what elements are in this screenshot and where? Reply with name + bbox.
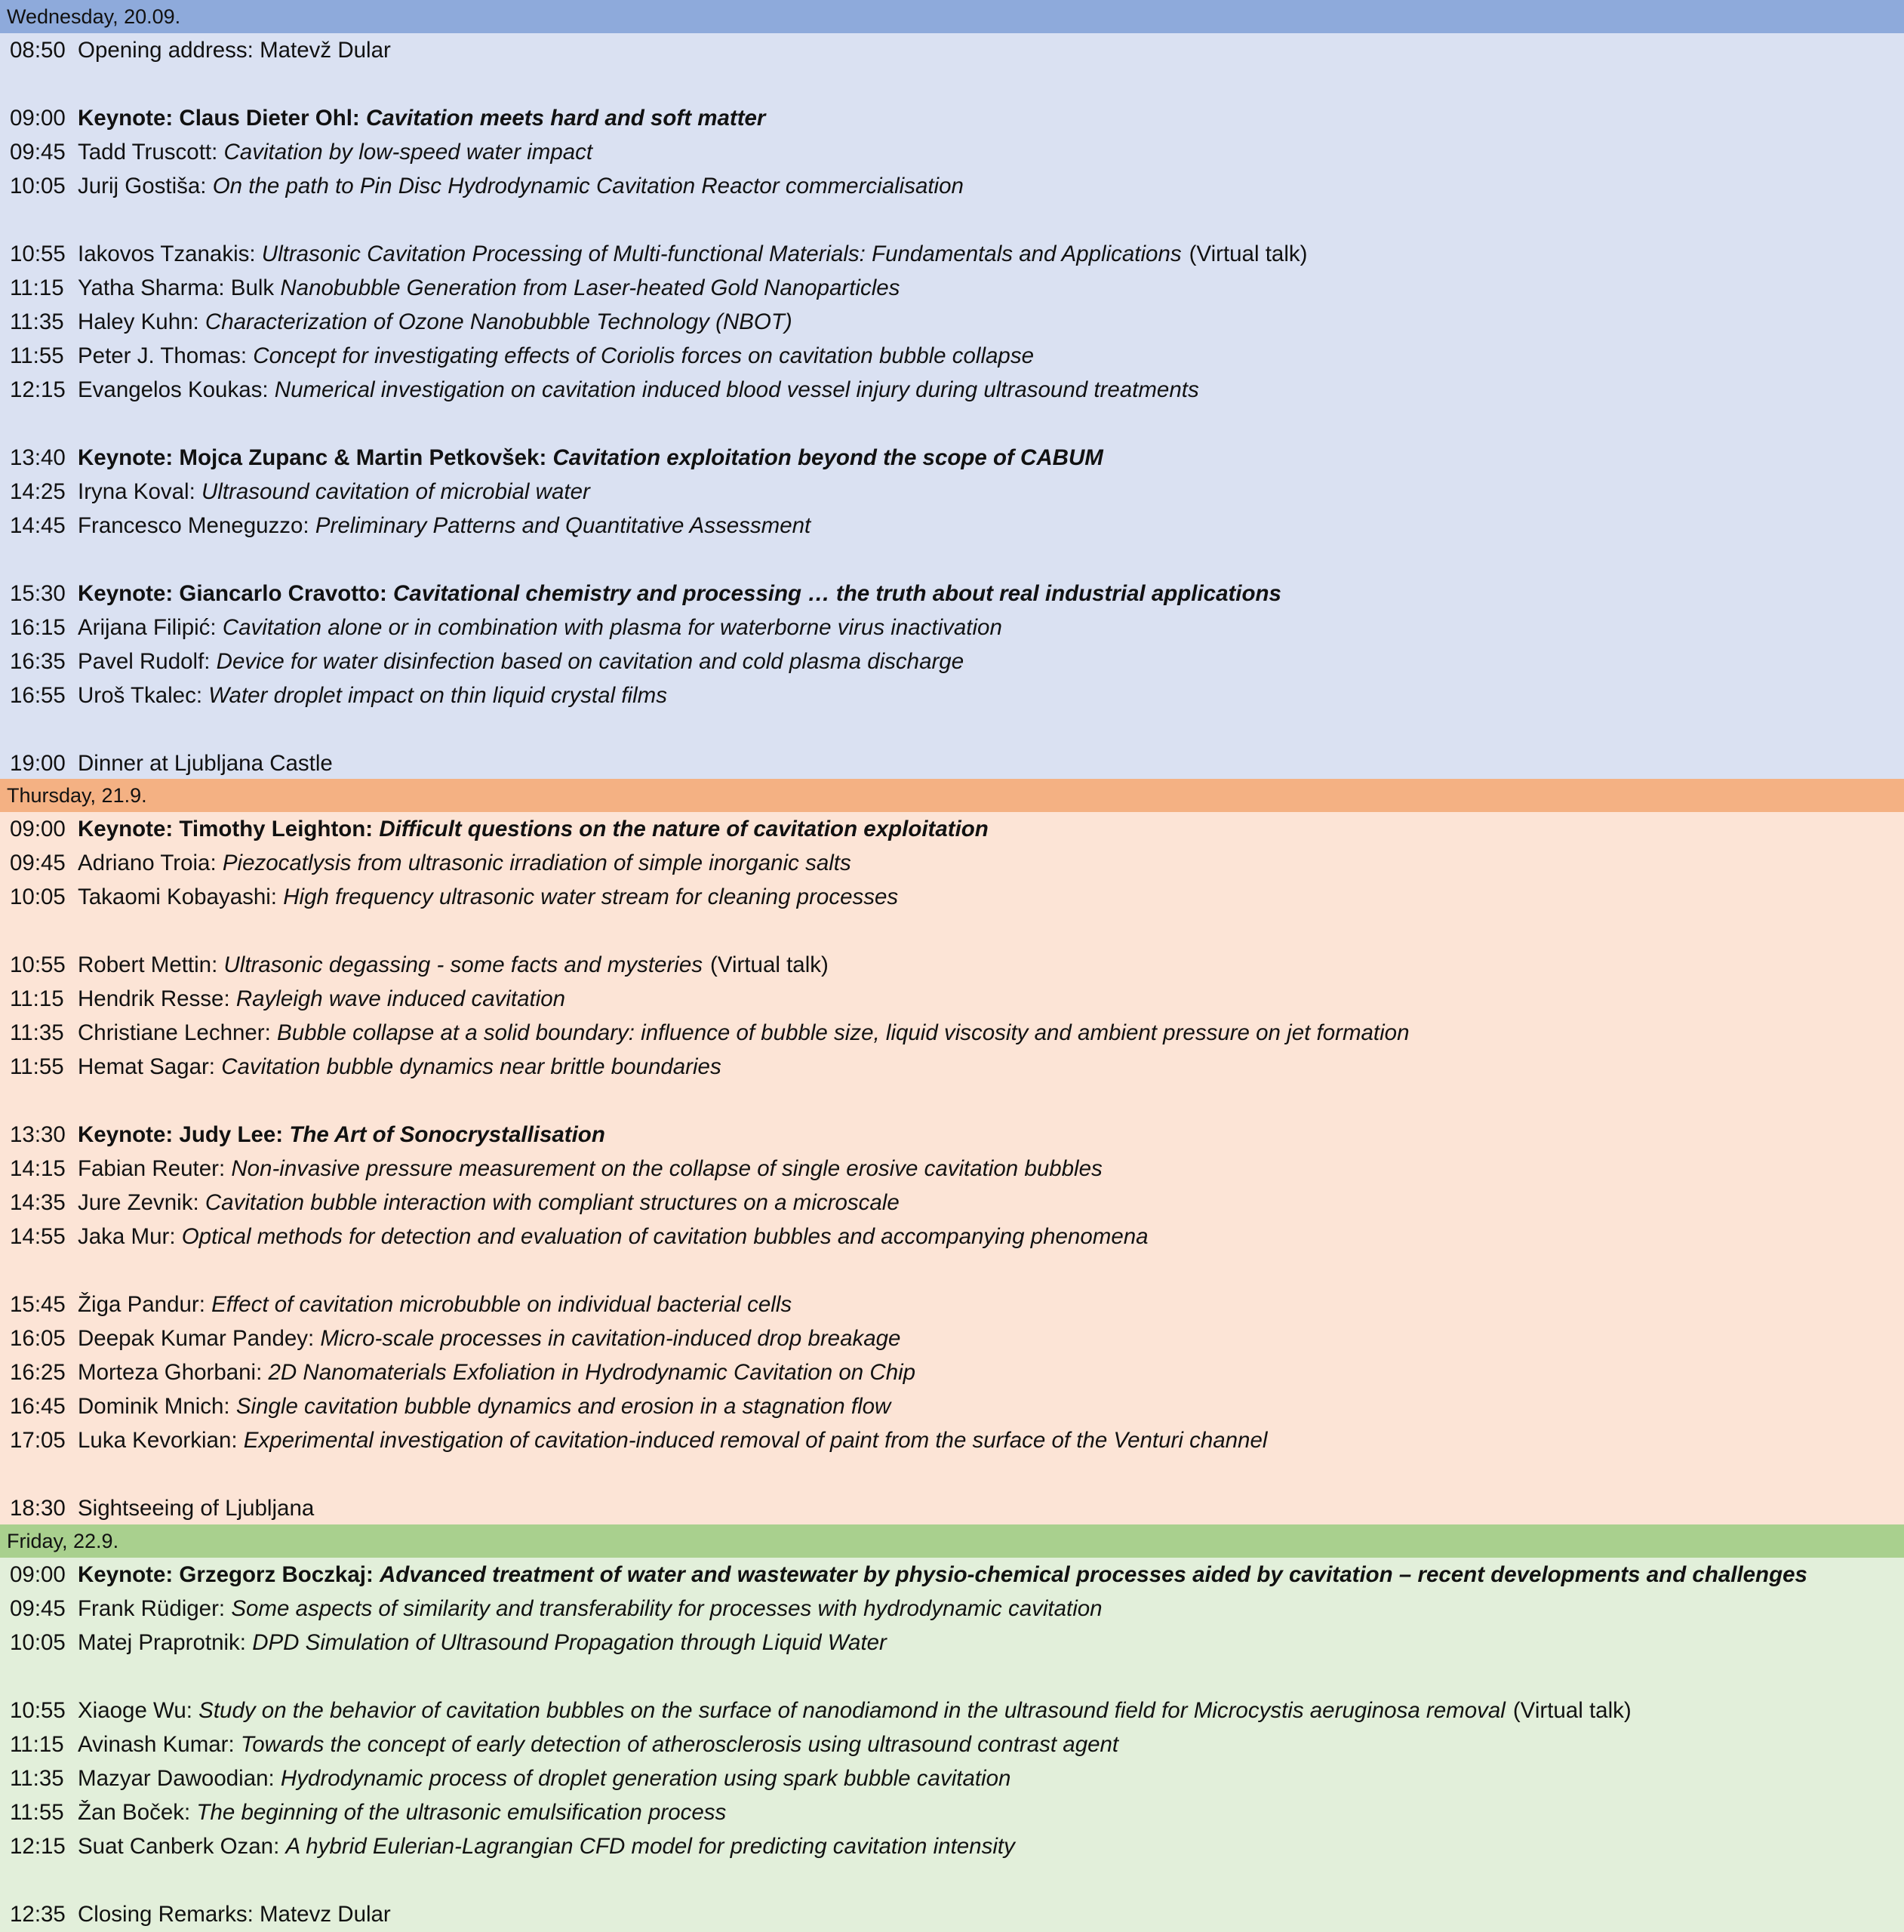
session-speaker: Jaka Mur: (78, 1224, 176, 1249)
session-row (0, 1694, 1904, 1727)
session-title: The beginning of the ultrasonic emulsification process (196, 1800, 727, 1825)
keynote-row (0, 1118, 1904, 1152)
session-row (0, 1220, 1904, 1254)
session-row (0, 475, 1904, 509)
spacer-row (0, 712, 1904, 746)
session-title: Cavitation alone or in combination with plasma for waterborne virus inactivation (222, 615, 1002, 640)
session-title: Ultrasonic Cavitation Processing of Multi-functional Materials: Fundamentals and Applications (261, 242, 1182, 266)
session-title: Characterization of Ozone Nanobubble Technology (NBOT) (205, 309, 792, 334)
session-note: (Virtual talk) (1189, 242, 1308, 266)
session-row (0, 1152, 1904, 1186)
session-title: Preliminary Patterns and Quantitative Assessment (315, 513, 811, 538)
session-speaker: Xiaoge Wu: (78, 1698, 192, 1723)
session-speaker: Keynote: Judy Lee: (78, 1122, 284, 1147)
session-time: 16:05 (10, 1326, 66, 1351)
session-title: Towards the concept of early detection of atherosclerosis using ultrasound contrast agent (240, 1732, 1119, 1757)
spacer-row (0, 203, 1904, 237)
session-row (0, 948, 1904, 982)
spacer-row (0, 407, 1904, 441)
session-speaker: Matej Praprotnik: (78, 1630, 246, 1655)
session-time: 16:55 (10, 683, 66, 708)
session-title: 2D Nanomaterials Exfoliation in Hydrodynamic Cavitation on Chip (268, 1360, 916, 1385)
session-speaker: Iakovos Tzanakis: (78, 242, 256, 266)
session-title: Cavitation bubble interaction with compliant structures on a microscale (205, 1190, 900, 1215)
session-title: Numerical investigation on cavitation induced blood vessel injury during ultrasound treatments (274, 377, 1199, 402)
session-speaker: Christiane Lechner: (78, 1020, 271, 1045)
session-title: A hybrid Eulerian-Lagrangian CFD model for predicting cavitation intensity (285, 1834, 1015, 1859)
day-block (0, 1524, 1904, 1932)
session-time: 14:55 (10, 1224, 66, 1249)
session-speaker: Hendrik Resse: (78, 986, 230, 1011)
session-time: 16:45 (10, 1394, 66, 1419)
session-title: Micro-scale processes in cavitation-induced drop breakage (320, 1326, 901, 1351)
session-time: 10:55 (10, 1698, 66, 1723)
session-title: Some aspects of similarity and transferability for processes with hydrodynamic cavitation (231, 1596, 1103, 1621)
session-time: 11:15 (10, 1732, 64, 1757)
day-header: Thursday, 21.9. (0, 779, 1904, 812)
session-row (0, 33, 1904, 67)
session-title: Device for water disinfection based on cavitation and cold plasma discharge (216, 649, 964, 674)
session-speaker: Closing Remarks: Matevz Dular (78, 1902, 391, 1927)
session-row (0, 237, 1904, 271)
session-row (0, 1761, 1904, 1795)
session-speaker: Fabian Reuter: (78, 1156, 226, 1181)
session-time: 12:15 (10, 1834, 66, 1859)
session-time: 11:15 (10, 275, 64, 300)
session-row (0, 1423, 1904, 1457)
session-title: On the path to Pin Disc Hydrodynamic Cavitation Reactor commercialisation (212, 174, 964, 198)
session-row (0, 1321, 1904, 1355)
session-row (0, 135, 1904, 169)
spacer-row (0, 543, 1904, 577)
session-list (0, 812, 1904, 1525)
session-title: Study on the behavior of cavitation bubbles on the surface of nanodiamond in the ultrasound field for Microcystis aeruginosa removal (198, 1698, 1506, 1723)
session-time: 16:15 (10, 615, 66, 640)
session-time: 19:00 (10, 751, 66, 776)
session-row (0, 1355, 1904, 1389)
session-row (0, 1592, 1904, 1626)
session-time: 11:55 (10, 343, 64, 368)
session-time: 13:40 (10, 445, 66, 470)
session-speaker: Iryna Koval: (78, 479, 195, 504)
session-speaker: Tadd Truscott: (78, 140, 218, 165)
session-note: (Virtual talk) (1512, 1698, 1632, 1723)
session-speaker: Morteza Ghorbani: (78, 1360, 263, 1385)
session-speaker: Avinash Kumar: (78, 1732, 235, 1757)
session-row (0, 1186, 1904, 1220)
session-row (0, 1389, 1904, 1423)
session-row (0, 509, 1904, 543)
session-title: Ultrasound cavitation of microbial water (201, 479, 590, 504)
session-speaker: Francesco Meneguzzo: (78, 513, 309, 538)
session-speaker: Keynote: Mojca Zupanc & Martin Petkovšek: (78, 445, 547, 470)
session-time: 09:45 (10, 851, 66, 875)
session-time: 09:00 (10, 106, 66, 131)
day-block (0, 779, 1904, 1524)
session-row (0, 1795, 1904, 1829)
session-time: 10:05 (10, 884, 66, 909)
session-row (0, 271, 1904, 305)
session-title: The Art of Sonocrystallisation (289, 1122, 605, 1147)
session-list (0, 1558, 1904, 1931)
session-speaker: Dominik Mnich: (78, 1394, 230, 1419)
session-row (0, 1287, 1904, 1321)
session-speaker: Evangelos Koukas: (78, 377, 269, 402)
session-row (0, 645, 1904, 678)
session-speaker: Peter J. Thomas: (78, 343, 248, 368)
session-time: 13:30 (10, 1122, 66, 1147)
session-speaker: Pavel Rudolf: (78, 649, 211, 674)
session-title: Optical methods for detection and evaluation of cavitation bubbles and accompanying phenomena (181, 1224, 1149, 1249)
session-row (0, 1016, 1904, 1050)
session-speaker: Keynote: Timothy Leighton: (78, 817, 374, 841)
session-title: Single cavitation bubble dynamics and erosion in a stagnation flow (235, 1394, 891, 1419)
session-speaker: Opening address: Matevž Dular (78, 38, 391, 63)
keynote-row (0, 577, 1904, 611)
keynote-row (0, 101, 1904, 135)
session-speaker: Luka Kevorkian: (78, 1428, 238, 1453)
session-row (0, 339, 1904, 373)
session-title: Piezocatlysis from ultrasonic irradiation of simple inorganic salts (222, 851, 851, 875)
session-speaker: Frank Rüdiger: (78, 1596, 226, 1621)
session-speaker: Uroš Tkalec: (78, 683, 203, 708)
spacer-row (0, 914, 1904, 948)
session-time: 11:15 (10, 986, 64, 1011)
day-header: Friday, 22.9. (0, 1524, 1904, 1558)
session-title: Concept for investigating effects of Coriolis forces on cavitation bubble collapse (253, 343, 1034, 368)
session-time: 11:55 (10, 1054, 64, 1079)
session-title: Experimental investigation of cavitation-induced removal of paint from the surface of the Venturi channel (243, 1428, 1268, 1453)
session-row (0, 1727, 1904, 1761)
session-time: 12:35 (10, 1902, 66, 1927)
spacer-row (0, 1254, 1904, 1287)
session-speaker: Sightseeing of Ljubljana (78, 1496, 315, 1521)
session-row (0, 1897, 1904, 1931)
session-time: 08:50 (10, 38, 66, 63)
session-title: Difficult questions on the nature of cavitation exploitation (379, 817, 989, 841)
spacer-row (0, 1660, 1904, 1694)
session-title: Non-invasive pressure measurement on the collapse of single erosive cavitation bubbles (231, 1156, 1103, 1181)
session-speaker: Žan Boček: (78, 1800, 191, 1825)
session-speaker: Dinner at Ljubljana Castle (78, 751, 333, 776)
session-row (0, 1829, 1904, 1863)
session-row (0, 982, 1904, 1016)
session-row (0, 611, 1904, 645)
session-time: 16:25 (10, 1360, 66, 1385)
session-row (0, 373, 1904, 407)
session-speaker: Arijana Filipić: (78, 615, 217, 640)
session-time: 09:00 (10, 1562, 66, 1587)
session-note: (Virtual talk) (710, 952, 829, 977)
session-title: Cavitation bubble dynamics near brittle boundaries (221, 1054, 721, 1079)
session-time: 09:45 (10, 140, 66, 165)
session-time: 12:15 (10, 377, 66, 402)
session-speaker: Keynote: Grzegorz Boczkaj: (78, 1562, 374, 1587)
session-speaker: Keynote: Claus Dieter Ohl: (78, 106, 360, 131)
session-speaker: Robert Mettin: (78, 952, 218, 977)
session-row (0, 169, 1904, 203)
session-speaker: Haley Kuhn: (78, 309, 199, 334)
spacer-row (0, 1863, 1904, 1897)
session-title: Nanobubble Generation from Laser-heated Gold Nanoparticles (280, 275, 900, 300)
session-title: Cavitation by low-speed water impact (223, 140, 593, 165)
session-time: 09:45 (10, 1596, 66, 1621)
session-title: Cavitation exploitation beyond the scope of CABUM (552, 445, 1103, 470)
session-title: Effect of cavitation microbubble on individual bacterial cells (211, 1292, 792, 1317)
session-title: Rayleigh wave induced cavitation (235, 986, 566, 1011)
day-header: Wednesday, 20.09. (0, 0, 1904, 33)
session-speaker: Žiga Pandur: (78, 1292, 205, 1317)
session-title: Cavitational chemistry and processing … the truth about real industrial applications (393, 581, 1281, 606)
session-time: 10:05 (10, 174, 66, 198)
session-speaker: Deepak Kumar Pandey: (78, 1326, 315, 1351)
session-speaker: Adriano Troia: (78, 851, 217, 875)
session-title: Water droplet impact on thin liquid crystal films (208, 683, 667, 708)
session-time: 17:05 (10, 1428, 66, 1453)
session-title: Advanced treatment of water and wastewater by physio-chemical processes aided by cavitation – recent developments and challenges (379, 1562, 1807, 1587)
keynote-row (0, 1558, 1904, 1592)
spacer-row (0, 1457, 1904, 1491)
session-title: Bubble collapse at a solid boundary: influence of bubble size, liquid viscosity and ambient pressure on jet formation (277, 1020, 1410, 1045)
session-row (0, 846, 1904, 880)
session-time: 11:35 (10, 1766, 64, 1791)
session-time: 11:35 (10, 309, 64, 334)
spacer-row (0, 1084, 1904, 1118)
session-title: DPD Simulation of Ultrasound Propagation through Liquid Water (252, 1630, 887, 1655)
session-time: 09:00 (10, 817, 66, 841)
session-row (0, 305, 1904, 339)
spacer-row (0, 67, 1904, 101)
session-time: 10:05 (10, 1630, 66, 1655)
session-speaker: Jurij Gostiša: (78, 174, 207, 198)
session-speaker: Takaomi Kobayashi: (78, 884, 278, 909)
session-time: 11:35 (10, 1020, 64, 1045)
session-time: 14:35 (10, 1190, 66, 1215)
session-list (0, 33, 1904, 780)
session-time: 11:55 (10, 1800, 64, 1825)
keynote-row (0, 812, 1904, 846)
session-time: 14:15 (10, 1156, 66, 1181)
session-time: 14:25 (10, 479, 66, 504)
session-time: 16:35 (10, 649, 66, 674)
session-speaker: Yatha Sharma: Bulk (78, 275, 275, 300)
session-time: 15:30 (10, 581, 66, 606)
session-time: 18:30 (10, 1496, 66, 1521)
session-time: 14:45 (10, 513, 66, 538)
session-row (0, 1050, 1904, 1084)
session-title: Hydrodynamic process of droplet generation using spark bubble cavitation (280, 1766, 1011, 1791)
session-speaker: Hemat Sagar: (78, 1054, 215, 1079)
session-speaker: Mazyar Dawoodian: (78, 1766, 275, 1791)
day-block (0, 0, 1904, 779)
session-time: 10:55 (10, 242, 66, 266)
session-row (0, 1491, 1904, 1525)
session-title: High frequency ultrasonic water stream for cleaning processes (283, 884, 899, 909)
session-speaker: Suat Canberk Ozan: (78, 1834, 280, 1859)
session-speaker: Keynote: Giancarlo Cravotto: (78, 581, 387, 606)
session-title: Ultrasonic degassing - some facts and mysteries (223, 952, 703, 977)
session-row (0, 678, 1904, 712)
session-row (0, 746, 1904, 780)
session-row (0, 1626, 1904, 1660)
session-speaker: Jure Zevnik: (78, 1190, 199, 1215)
keynote-row (0, 441, 1904, 475)
session-title: Cavitation meets hard and soft matter (365, 106, 766, 131)
session-time: 15:45 (10, 1292, 66, 1317)
session-time: 10:55 (10, 952, 66, 977)
session-row (0, 880, 1904, 914)
